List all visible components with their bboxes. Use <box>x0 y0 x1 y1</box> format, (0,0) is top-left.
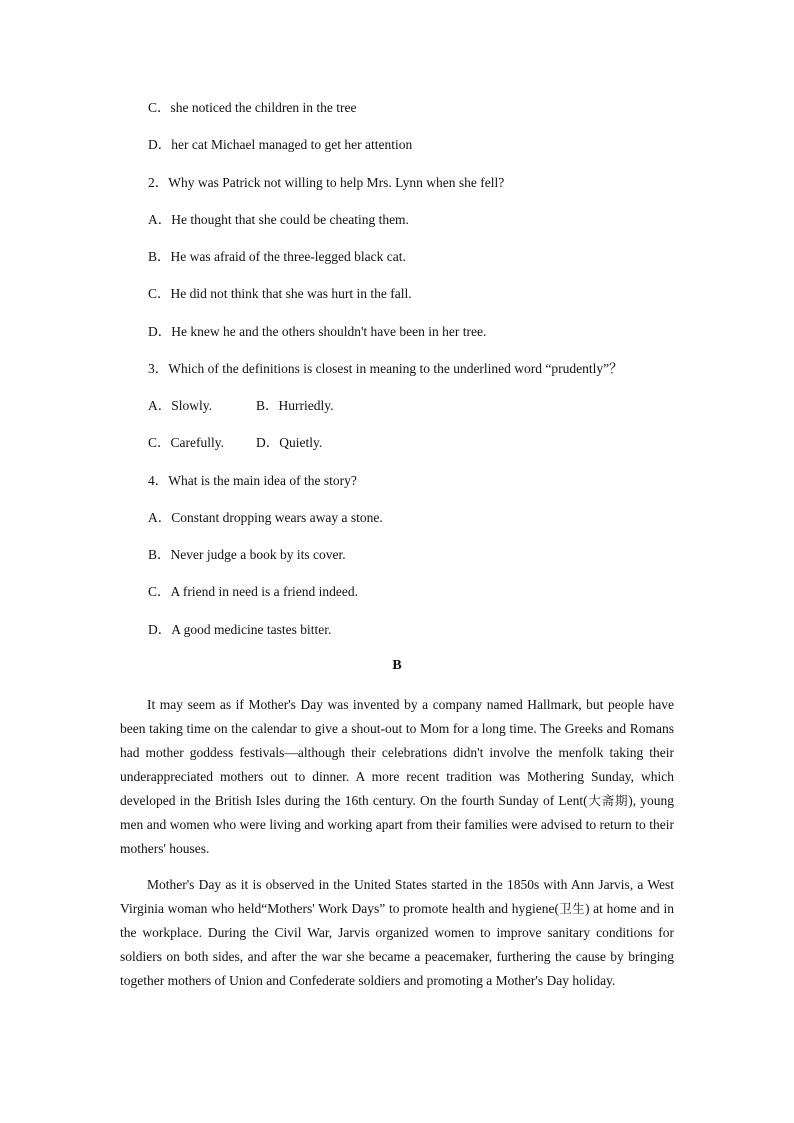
para1-text-b: ), young men and women who were living and working apart from their families were advised to return to their mothers' houses. <box>120 793 674 856</box>
q4-option-a: A．Constant dropping wears away a stone. <box>148 510 383 525</box>
para1-cjk-gloss: 大斋期 <box>587 793 629 808</box>
para1-text-a: It may seem as if Mother's Day was invented by a company named Hallmark, but people have been taking time on the calendar to give a shout-out to Mom for a long time. The Greeks and Romans had mother goddess festivals—although their celebrations didn't involve the menfolk taking their underappreciated mothers out to dinner. A more recent tradition was Mothering Sunday, which developed in the British Isles during the 16th century. On the fourth Sunday of Lent( <box>120 697 674 808</box>
q3-option-c: C．Carefully. <box>148 435 224 450</box>
q2-option-d: D．He knew he and the others shouldn't have been in her tree. <box>148 324 487 339</box>
q3-options-row-2 <box>148 434 322 452</box>
section-b-title: B <box>392 658 402 673</box>
q1-option-c: C．she noticed the children in the tree <box>148 100 357 115</box>
q4-option-d: D．A good medicine tastes bitter. <box>148 622 332 637</box>
para2-text-b: ) at home and in the workplace. During the Civil War, Jarvis organized women to improve sanitary conditions for soldiers on both sides, and after the war she became a peacemaker, furthering the cause by bringing together mothers of Union and Confederate soldiers and promoting a Mother's Day holiday. <box>120 901 674 988</box>
q4-option-b: B．Never judge a book by its cover. <box>148 547 346 562</box>
q3-option-b: B．Hurriedly. <box>256 398 334 413</box>
q3-option-d: D．Quietly. <box>256 435 323 450</box>
q2-option-b: B．He was afraid of the three-legged black cat. <box>148 249 406 264</box>
q3-option-a: A．Slowly. <box>148 398 213 413</box>
q2-option-c: C．He did not think that she was hurt in the fall. <box>148 286 412 301</box>
question-3: 3．Which of the definitions is closest in meaning to the underlined word “prudently”？ <box>148 361 623 376</box>
q4-option-c: C．A friend in need is a friend indeed. <box>148 584 358 599</box>
para2-text-a: Mother's Day as it is observed in the United States started in the 1850s with Ann Jarvis, a West Virginia woman who held“Mothers' Work Days” to promote health and hygiene( <box>120 877 674 916</box>
section-b-paragraph-2 <box>120 873 674 993</box>
question-2: 2．Why was Patrick not willing to help Mrs. Lynn when she fell? <box>148 175 505 190</box>
question-4: 4．What is the main idea of the story? <box>148 473 357 488</box>
q1-option-d: D．her cat Michael managed to get her attention <box>148 137 413 152</box>
q2-option-a: A．He thought that she could be cheating them. <box>148 212 409 227</box>
section-b-paragraph-1 <box>120 693 674 861</box>
q3-options-row-1 <box>148 397 334 415</box>
para2-cjk-gloss: 卫生 <box>558 901 585 916</box>
